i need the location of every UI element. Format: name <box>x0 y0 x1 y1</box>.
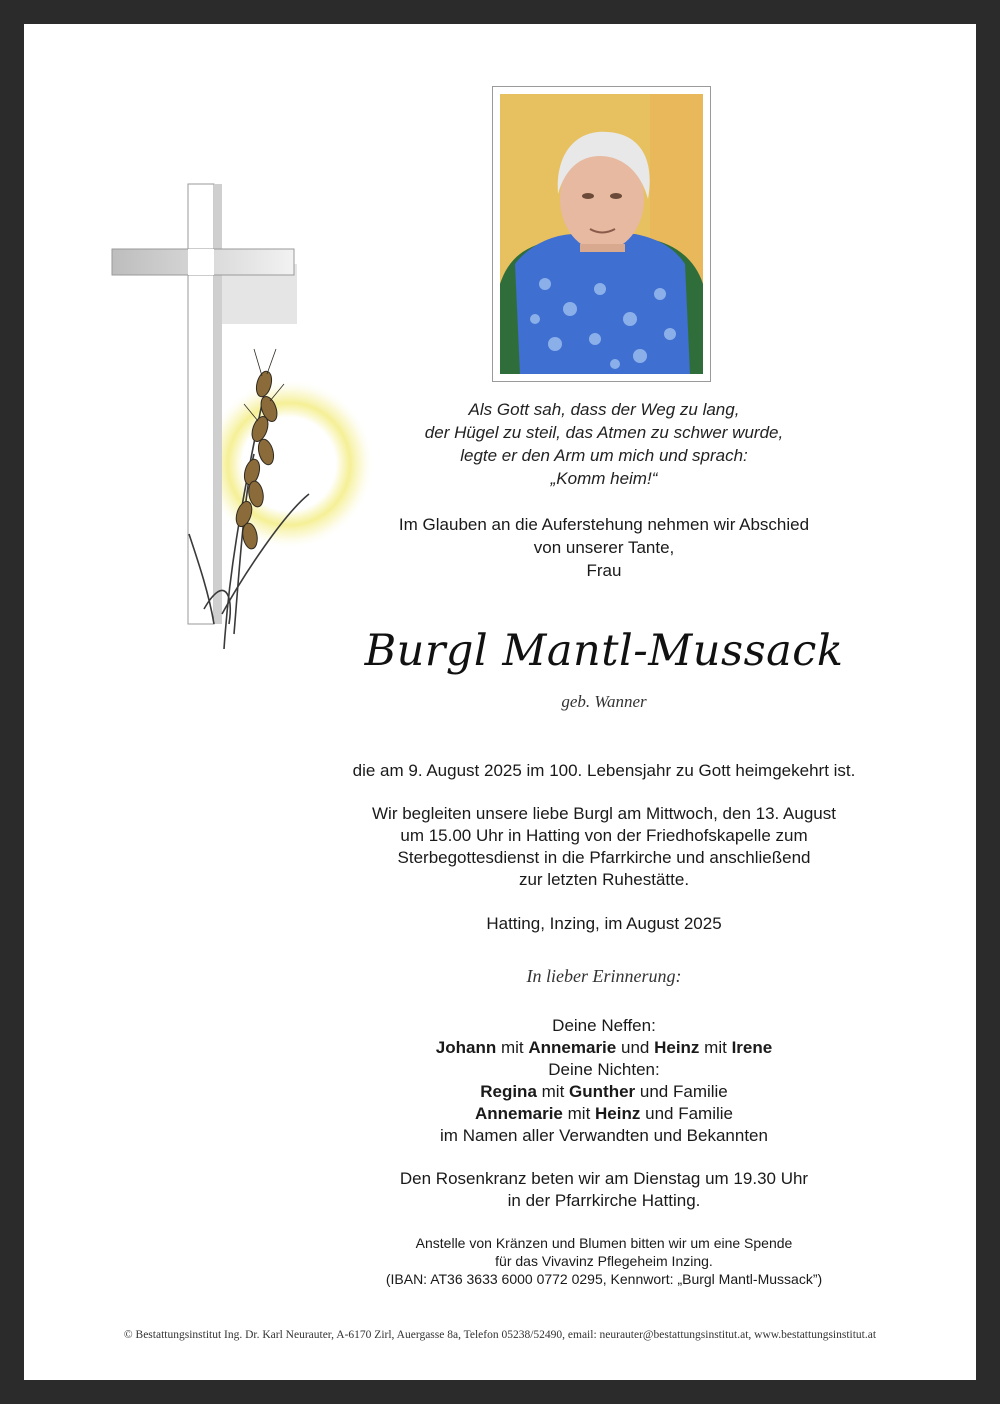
connector: mit <box>567 1104 591 1123</box>
connector: mit <box>704 1038 727 1057</box>
nieces-line <box>304 1103 904 1125</box>
deceased-name: Burgl Mantl-Mussack <box>364 626 844 676</box>
maiden-name: geb. Wanner <box>561 692 647 711</box>
poem-line: der Hügel zu steil, das Atmen zu schwer wurde, <box>424 423 784 442</box>
funeral-line: um 15.00 Uhr in Hatting von der Friedhofskapelle zum <box>400 826 808 845</box>
intro-line: Im Glauben an die Auferstehung nehmen wir Abschied <box>398 515 810 534</box>
nieces-label: Deine Nichten: <box>548 1060 660 1079</box>
rosary-line: in der Pfarrkirche Hatting. <box>507 1191 701 1210</box>
nephews-label: Deine Neffen: <box>552 1016 656 1035</box>
funeral-line: Wir begleiten unsere liebe Burgl am Mittwoch, den 13. August <box>372 804 836 823</box>
funeral-details <box>304 803 904 891</box>
relative-name: Johann <box>435 1038 497 1057</box>
connector: mit <box>541 1082 565 1101</box>
relatives-line: im Namen aller Verwandten und Bekannten <box>440 1126 768 1145</box>
obituary-card <box>24 24 976 1380</box>
relative-name: Irene <box>731 1038 773 1057</box>
nieces-line <box>304 1081 904 1103</box>
sun-halo <box>204 379 374 549</box>
cross-wheat-illustration <box>104 154 384 654</box>
death-notice: die am 9. August 2025 im 100. Lebensjahr zu Gott heimgekehrt ist. <box>352 761 856 780</box>
funeral-line: zur letzten Ruhestätte. <box>518 870 690 889</box>
connector: und Familie <box>645 1104 733 1123</box>
intro-text <box>354 513 854 582</box>
relative-name: Annemarie <box>528 1038 617 1057</box>
relative-name: Heinz <box>654 1038 700 1057</box>
portrait-photo <box>492 86 711 382</box>
place-date: Hatting, Inzing, im August 2025 <box>486 914 722 933</box>
donation-request <box>304 1234 904 1288</box>
funeral-home-footer: © Bestattungsinstitut Ing. Dr. Karl Neurauter, A-6170 Zirl, Auergasse 8a, Telefon 05238/52490, email: neurauter@bestattungsinstitut.at, www.bestattungsinstitut.at <box>123 1329 877 1341</box>
poem-line: Als Gott sah, dass der Weg zu lang, <box>468 400 740 419</box>
family-list <box>304 1015 904 1147</box>
rosary-line: Den Rosenkranz beten wir am Dienstag um 19.30 Uhr <box>399 1169 809 1188</box>
connector: und <box>620 1038 650 1057</box>
connector: und Familie <box>639 1082 728 1101</box>
portrait-image <box>500 94 703 374</box>
rosary-notice <box>304 1168 904 1212</box>
relative-name: Annemarie <box>475 1104 563 1123</box>
poem-line: legte er den Arm um mich und sprach: <box>460 446 748 465</box>
poem-line: „Komm heim!“ <box>550 469 658 488</box>
intro-line: von unserer Tante, <box>533 538 675 557</box>
nephews-line <box>304 1037 904 1059</box>
donation-line: (IBAN: AT36 3633 6000 0772 0295, Kennwort: „Burgl Mantl-Mussack”) <box>385 1271 823 1287</box>
memory-heading: In lieber Erinnerung: <box>526 966 682 986</box>
intro-line: Frau <box>586 561 622 580</box>
donation-line: Anstelle von Kränzen und Blumen bitten wir um eine Spende <box>415 1235 793 1251</box>
poem <box>354 398 854 490</box>
relative-name: Gunther <box>569 1082 636 1101</box>
funeral-line: Sterbegottesdienst in die Pfarrkirche und anschließend <box>397 848 811 867</box>
relative-name: Regina <box>480 1082 537 1101</box>
relative-name: Heinz <box>595 1104 641 1123</box>
connector: mit <box>500 1038 524 1057</box>
donation-line: für das Vivavinz Pflegeheim Inzing. <box>495 1253 713 1269</box>
